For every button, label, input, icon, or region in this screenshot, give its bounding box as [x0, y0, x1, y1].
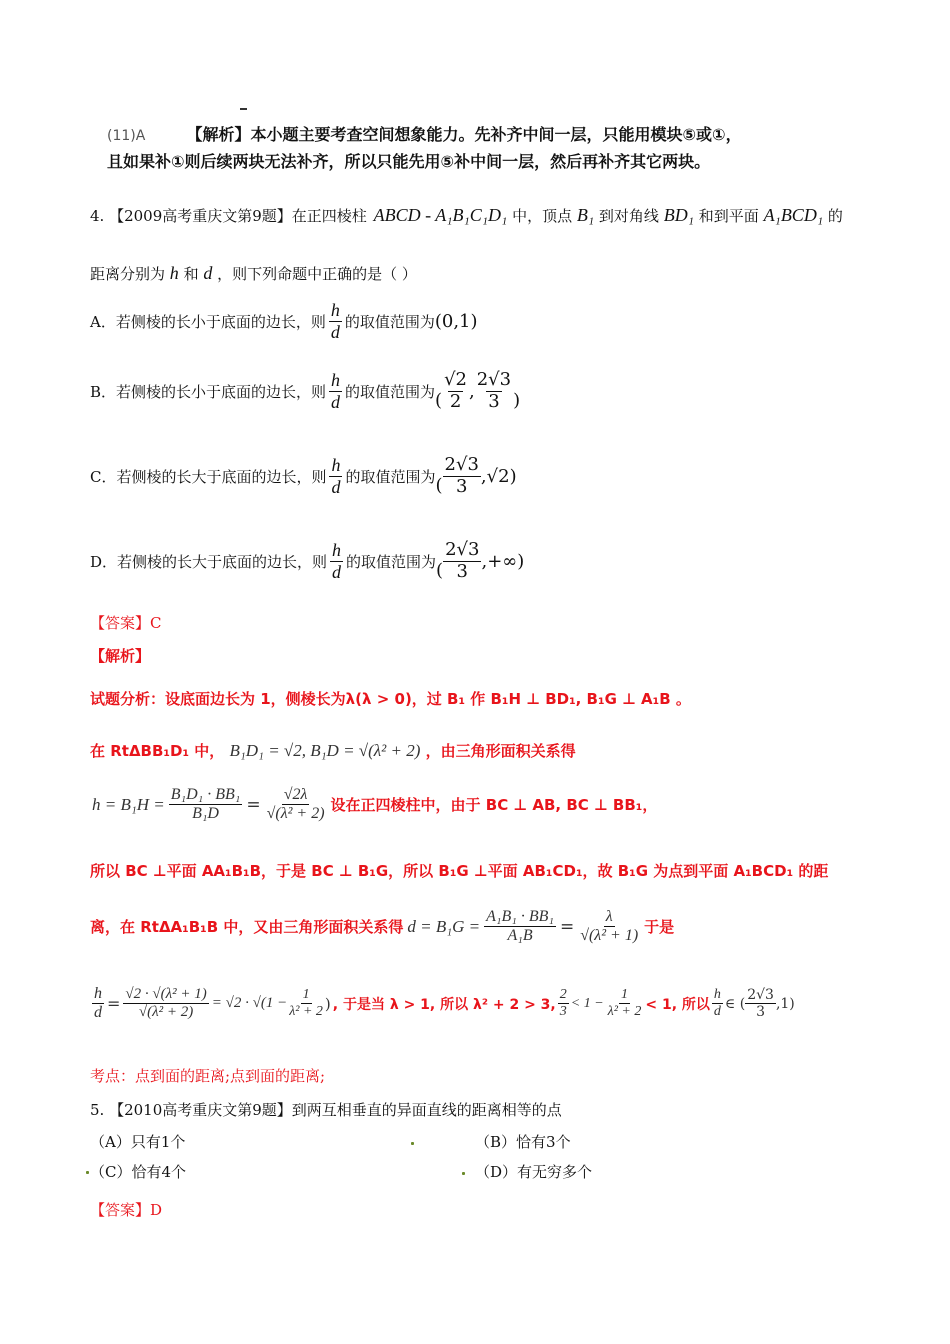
- q4-h: h: [169, 263, 179, 283]
- option-d-tail: 的取值范围为: [346, 552, 437, 571]
- q5-option-b: （B）恰有3个: [475, 1133, 571, 1151]
- q4-prism: ABCD - A₁B₁C₁D₁: [373, 205, 508, 225]
- sol3-tail: 设在正四棱柱中，由于 BC ⊥ AB, BC ⊥ BB₁，: [330, 796, 658, 815]
- sol3-eq: =: [246, 794, 261, 815]
- sol6-close: ): [324, 994, 331, 1013]
- sol5-tail: 于是: [644, 918, 675, 937]
- q3-tail-text2: 且如果补①则后续两块无法补齐，所以只能先用⑤补中间一层，然后再补齐其它两块。: [107, 152, 711, 171]
- q4-stem-g: 和: [183, 265, 199, 283]
- q4-kaodian: 考点：点到面的距离;点到面的距离;: [90, 1067, 326, 1085]
- sol6-text1: , 于是当 λ > 1, 所以 λ² + 2 > 3,: [332, 996, 556, 1013]
- sol6-frac2: [287, 987, 325, 1020]
- q4-sol-line2: [90, 740, 576, 761]
- q4-d: d: [203, 263, 213, 283]
- hd-num: h: [330, 300, 340, 320]
- sol6-eq1: =: [107, 994, 121, 1014]
- option-c-open: (: [435, 474, 443, 496]
- q4-stem-line2: [90, 263, 417, 284]
- top-mark: [240, 108, 247, 110]
- sol6-frac3: [558, 987, 569, 1020]
- sol5-a: 离，在 RtΔA₁B₁B 中，又由三角形面积关系得: [90, 918, 404, 937]
- q4-option-d: [90, 540, 524, 582]
- sol6-in: ∈ (: [724, 995, 746, 1012]
- q5-option-c: （C）恰有4个: [90, 1163, 187, 1181]
- q5-stem: 5. 【2010高考重庆文第9题】到两互相垂直的异面直线的距离相等的点: [90, 1101, 562, 1119]
- option-c-sep: ,: [480, 465, 487, 487]
- hd-den: d: [330, 321, 340, 342]
- sol6-lt1: < 1 −: [570, 995, 604, 1011]
- sol6-mid: = √2 · √(1 −: [211, 995, 288, 1012]
- sol3-f2-den: √(λ² + 2): [266, 805, 325, 823]
- q4-sol-line3: [92, 786, 657, 824]
- option-b-sep: ,: [469, 380, 475, 402]
- r1-den: 3: [456, 560, 468, 582]
- option-a-label: A．若侧棱的长小于底面的边长，则: [90, 312, 326, 331]
- sol6-lt2: < 1, 所以: [645, 996, 710, 1013]
- q5-option-d: （D）有无穷多个: [475, 1163, 593, 1181]
- sol3-f1-den: B₁D: [192, 805, 219, 823]
- q4-stem-e: 的: [827, 207, 843, 225]
- option-b-hd: [329, 370, 342, 412]
- sol6-f5-num: h: [712, 987, 723, 1004]
- q5-option-a: （A）只有1个: [90, 1133, 186, 1151]
- option-c-hd: [329, 455, 342, 497]
- q4-sol-line4: 所以 BC ⊥平面 AA₁B₁B，于是 BC ⊥ B₁G，所以 B₁G ⊥平面 AB₁CD₁，故 B₁G 为点到平面 A₁BCD₁ 的距: [90, 862, 829, 880]
- sol3-f2-num: √2λ: [282, 786, 310, 805]
- option-b-open: (: [435, 389, 443, 411]
- sol2-a: 在 RtΔBB₁D₁ 中，: [90, 742, 225, 760]
- sol6-f2-den: λ² + 2: [289, 1004, 323, 1020]
- sol6-end: ,1): [775, 995, 795, 1012]
- q4-option-c: [90, 455, 517, 497]
- option-b-r1: [442, 370, 469, 412]
- artifact-dot: [411, 1142, 414, 1145]
- q4-analysis-label: 【解析】: [90, 647, 151, 665]
- hd-den: d: [332, 561, 342, 582]
- sol6-lhs: [92, 985, 104, 1023]
- q4-option-b: [90, 370, 520, 412]
- r2-den: 3: [488, 390, 500, 412]
- q4-sol-line1: 试题分析：设底面边长为 1，侧棱长为λ(λ > 0)，过 B₁ 作 B₁H ⊥ BD₁, B₁G ⊥ A₁B 。: [90, 690, 691, 708]
- sol6-lhs-den: d: [94, 1004, 102, 1022]
- sol5-f1-den: A₁B: [507, 927, 533, 945]
- sol6-f3-den: 3: [559, 1004, 567, 1020]
- option-b-close: ): [513, 389, 521, 411]
- q4-option-a: [90, 300, 478, 342]
- sol6-frac5: [712, 987, 723, 1020]
- q4-plane: A₁BCD₁: [763, 205, 824, 225]
- q3-tail-text1: 【解析】本小题主要考查空间想象能力。先补齐中间一层，只能用模块⑤或①，: [186, 125, 742, 144]
- q4-stem-b: 中，顶点: [512, 207, 573, 225]
- sol3-f1-num: B₁D₁ · BB₁: [169, 786, 243, 805]
- sol6-f4-num: 1: [619, 987, 630, 1004]
- sol6-f1-den: √(λ² + 2): [138, 1004, 194, 1021]
- sol6-frac4: [606, 987, 644, 1020]
- sol5-f2-den: √(λ² + 1): [580, 927, 639, 945]
- hd-num: h: [331, 370, 341, 390]
- r1-den: 3: [455, 475, 468, 497]
- option-c-label: C．若侧棱的长大于底面的边长，则: [90, 467, 327, 486]
- option-c-tail: 的取值范围为: [345, 467, 436, 486]
- sol6-f4-den: λ² + 2: [607, 1004, 642, 1020]
- q4-sol-line6: [92, 985, 795, 1023]
- option-d-label: D．若侧棱的长大于底面的边长，则: [90, 552, 328, 571]
- q4-stem-d: 和到平面: [698, 207, 759, 225]
- q4-stem-line1: [90, 205, 843, 226]
- option-d-hd: [330, 540, 343, 582]
- sol6-frac6: [745, 987, 776, 1020]
- hd-num: h: [331, 455, 341, 475]
- option-a-range: (0,1): [434, 310, 478, 332]
- hd-den: d: [331, 391, 341, 412]
- q5-answer: 【答案】D: [90, 1201, 163, 1219]
- q4-sol-line5: [90, 908, 674, 946]
- sol6-frac1: [123, 986, 208, 1022]
- option-a-tail: 的取值范围为: [344, 312, 435, 331]
- option-c-r1: [443, 455, 481, 497]
- sol6-f5-den: d: [713, 1004, 721, 1020]
- option-c-rest: √2): [486, 465, 517, 487]
- sol3-lhs: h = B₁H =: [92, 794, 165, 814]
- r2-num: 2√3: [476, 369, 512, 390]
- option-d-open: (: [436, 559, 444, 581]
- sol6-lhs-num: h: [92, 985, 104, 1004]
- option-d-rest: +∞): [487, 550, 525, 572]
- sol3-frac1: [169, 786, 243, 824]
- q4-stem-h: ，则下列命题中正确的是（ ）: [217, 265, 417, 283]
- sol5-f2-num: λ: [604, 908, 615, 927]
- sol6-f1-num: √2 · √(λ² + 1): [123, 986, 208, 1004]
- r1-num: √2: [444, 369, 467, 390]
- sol6-f6-den: 3: [756, 1004, 766, 1021]
- q4-answer: 【答案】C: [90, 614, 162, 632]
- sol5-frac1: [484, 908, 556, 946]
- sol5-frac2: [578, 908, 640, 946]
- option-a-hd: [329, 300, 342, 342]
- sol5-eq: =: [559, 916, 575, 937]
- sol5-f1-num: A₁B₁ · BB₁: [484, 908, 556, 927]
- r1-num: 2√3: [444, 454, 479, 475]
- q4-stem-f: 距离分别为: [90, 265, 166, 283]
- sol6-f2-num: 1: [301, 987, 312, 1004]
- q4-diag: BD₁: [663, 205, 694, 225]
- hd-den: d: [331, 476, 341, 497]
- sol2-b: B₁D₁ = √2, B₁D = √(λ² + 2): [229, 741, 421, 760]
- sol5-b: d = B₁G =: [407, 916, 481, 936]
- q4-stem-a: 4. 【2009高考重庆文第9题】在正四棱柱: [90, 207, 367, 225]
- q3-tag: (11)A: [107, 128, 146, 144]
- option-d-r1: [443, 540, 481, 582]
- sol6-f3-num: 2: [558, 987, 569, 1004]
- sol6-f6-num: 2√3: [747, 987, 774, 1004]
- option-d-sep: ,: [481, 550, 488, 572]
- q3-tail-line1: [107, 122, 742, 145]
- r1-num: 2√3: [445, 539, 480, 560]
- sol3-frac2: [265, 786, 327, 824]
- sol2-c: ，由三角形面积关系得: [425, 742, 576, 760]
- option-b-r2: [475, 370, 513, 412]
- option-b-label: B．若侧棱的长小于底面的边长，则: [90, 382, 327, 401]
- q4-stem-c: 到对角线: [598, 207, 659, 225]
- r1-den: 2: [449, 390, 462, 412]
- artifact-dot: [462, 1172, 465, 1175]
- q4-vertex: B₁: [576, 205, 595, 225]
- option-b-tail: 的取值范围为: [345, 382, 436, 401]
- artifact-dot: [86, 1171, 89, 1174]
- hd-num: h: [332, 540, 342, 560]
